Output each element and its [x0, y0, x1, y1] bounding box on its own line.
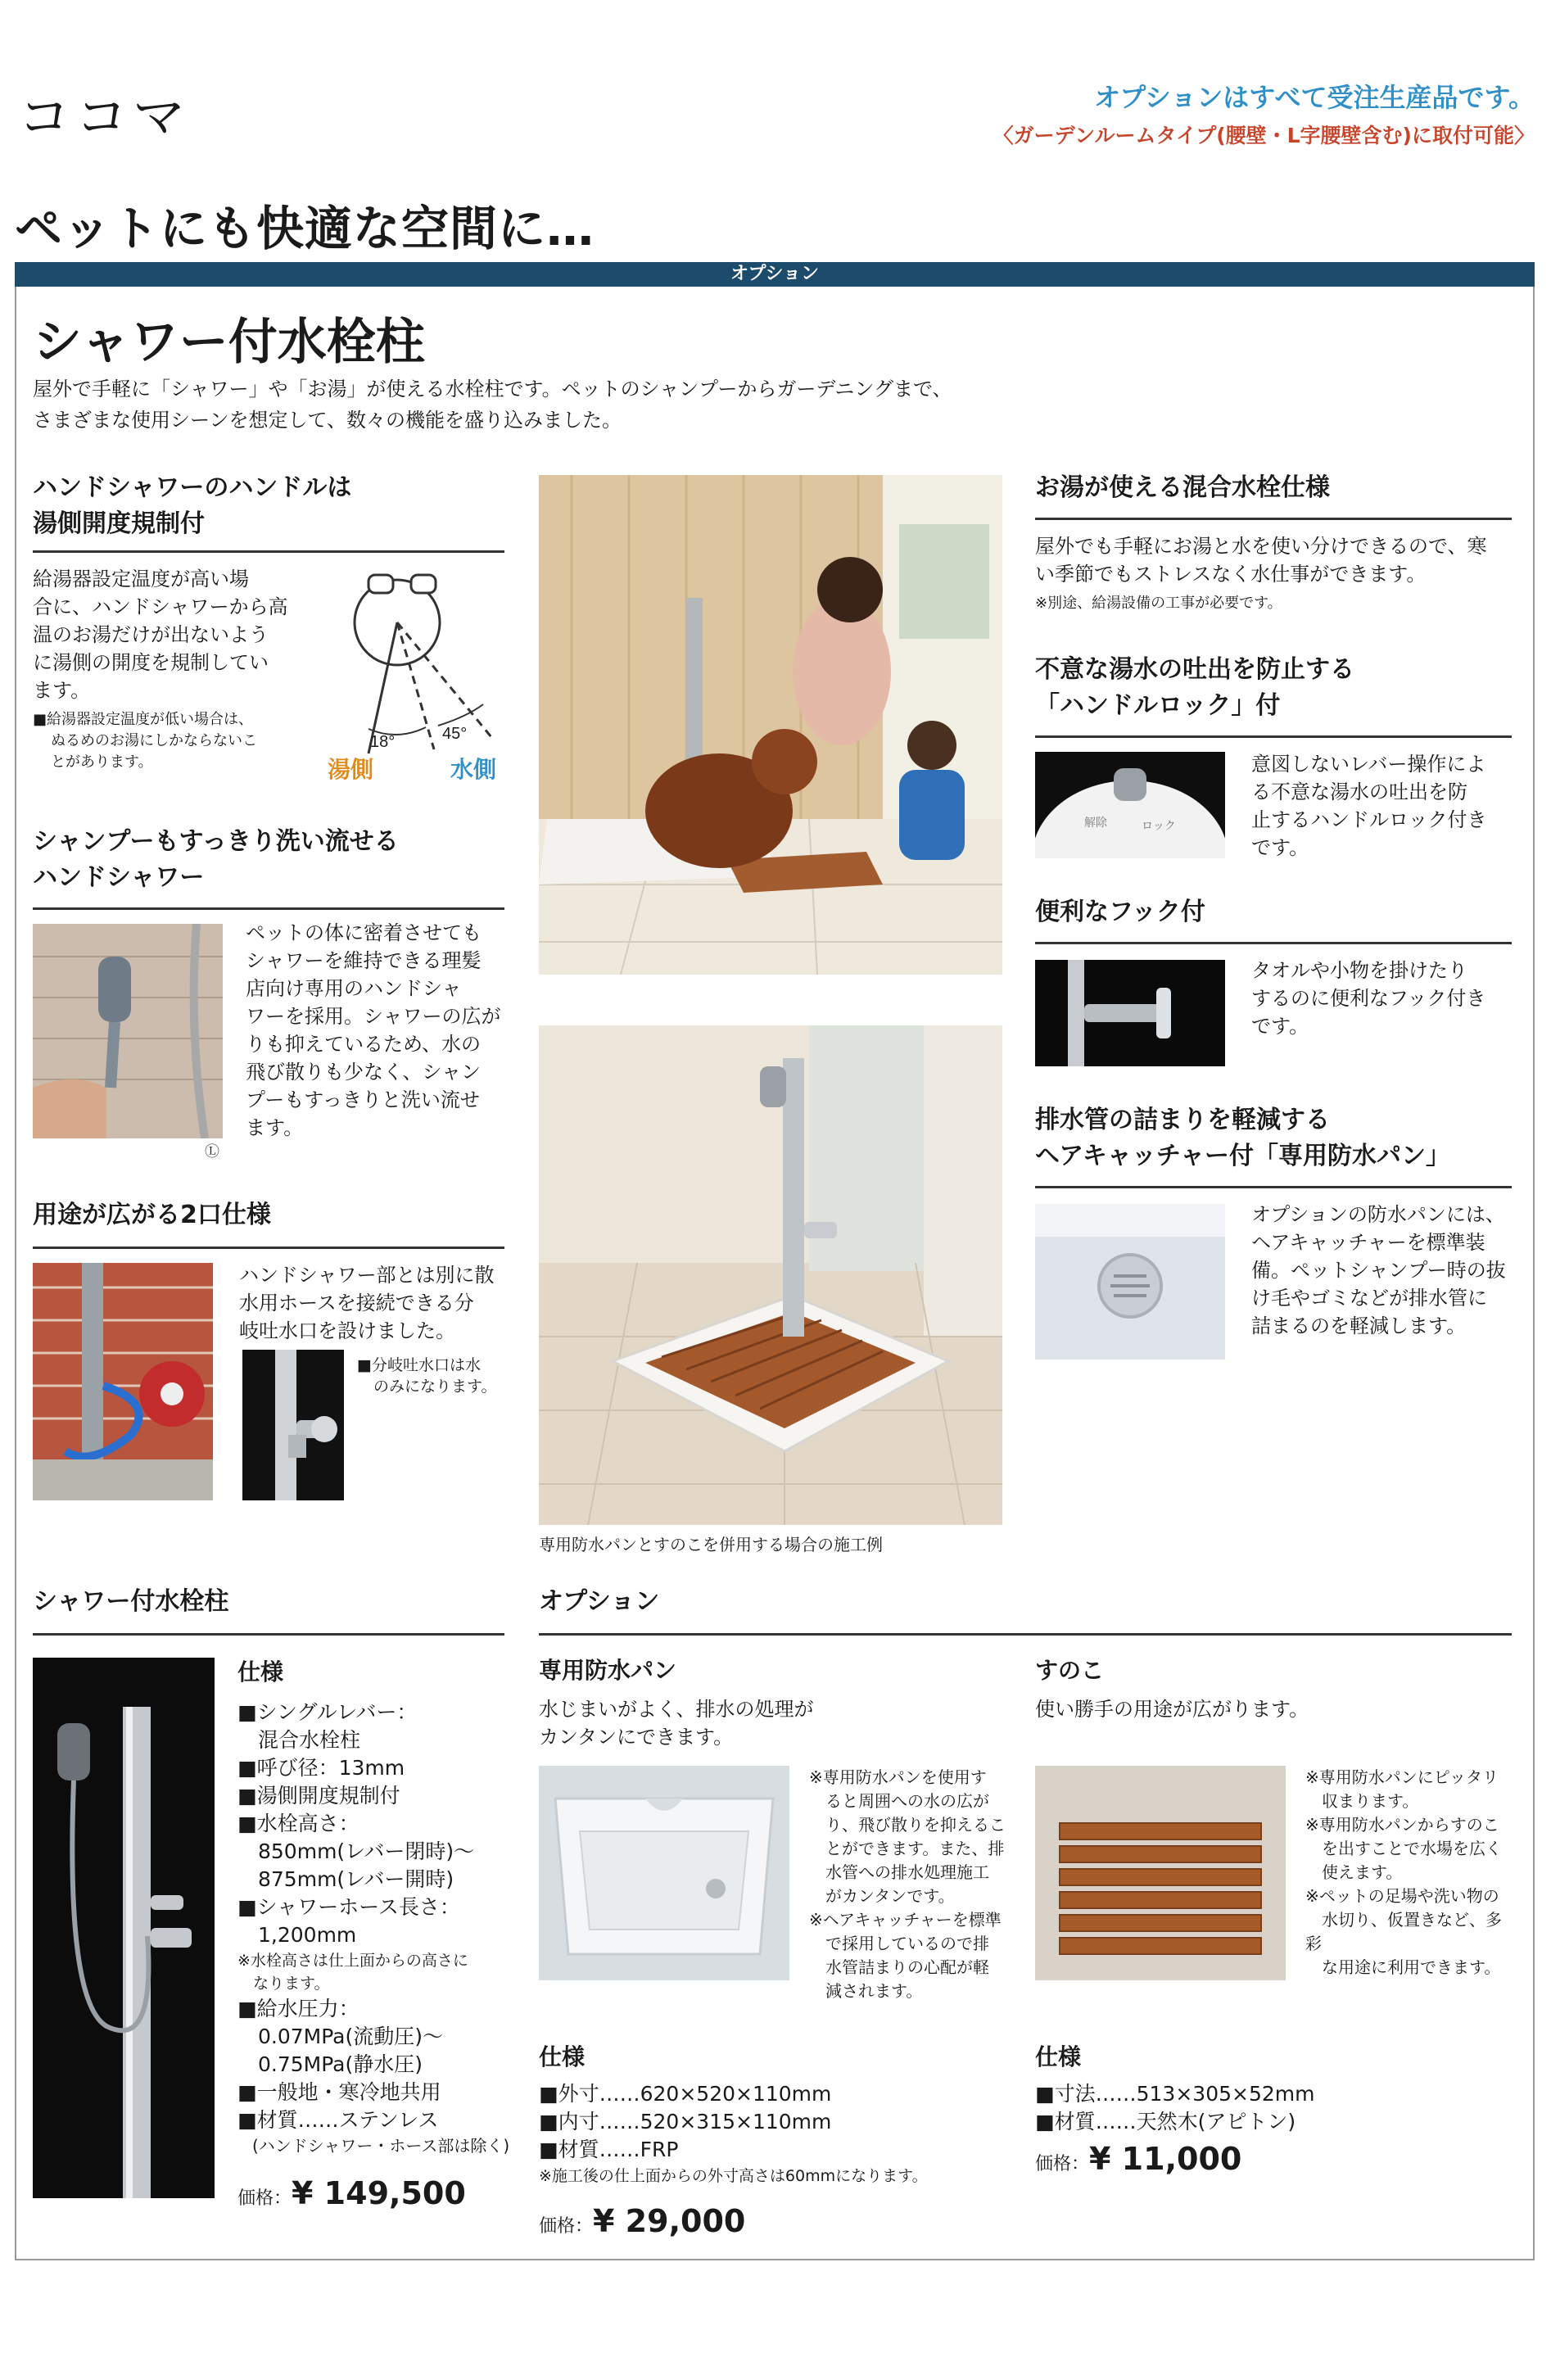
- lixil-badge: Ⓛ: [205, 1143, 219, 1161]
- twoport-feature-note: ■分岐吐水口は水 のみになります。: [357, 1356, 497, 1396]
- mixer-feature-title: お湯が使える混合水栓仕様: [1035, 473, 1330, 502]
- hook-feature-title: 便利なフック付: [1035, 898, 1205, 926]
- two-port-photo: [33, 1263, 213, 1500]
- sunoko-spec-list: ■寸法……513×305×52mm ■材質……天然木(アピトン): [1035, 2082, 1315, 2133]
- spec-main-heading: 仕様: [237, 1658, 284, 1685]
- made-to-order-note: オプションはすべて受注生産品です。: [1094, 82, 1535, 113]
- trap-feature-body: オプションの防水パンには、 ヘアキャッチャーを標準装 備。ペットシャンプー時の抜 け毛やゴミなどが排水管に 詰まるのを軽減します。: [1251, 1203, 1506, 1337]
- dog-washing-photo: [539, 475, 1002, 975]
- divider: [1035, 1186, 1512, 1188]
- shower-faucet-post-photo: [33, 1658, 215, 2198]
- divider: [33, 907, 504, 910]
- divider: [1035, 735, 1512, 738]
- sunoko-price: 価格：¥ 11,000: [1035, 2141, 1242, 2177]
- pan-price: 価格：¥ 29,000: [539, 2203, 746, 2239]
- mixer-feature-note: ※別途、給湯設備の工事が必要です。: [1035, 595, 1282, 612]
- handle-angle-diagram: [319, 565, 508, 786]
- divider: [1035, 942, 1512, 944]
- hook-feature-body: タオルや小物を掛けたり するのに便利なフック付き です。: [1251, 959, 1486, 1038]
- install-example-photo: [539, 1025, 1002, 1525]
- angle-hot-label: 18°: [370, 733, 396, 751]
- mixer-feature-body: 屋外でも手軽にお湯と水を使い分けできるので、寒 い季節でもストレスなく水仕事ができます。: [1035, 535, 1487, 586]
- option-band: オプション: [15, 262, 1535, 287]
- hair-catcher-photo: [1035, 1204, 1225, 1360]
- install-caption: 専用防水パンとすのこを併用する場合の施工例: [539, 1535, 883, 1554]
- lock-feature-title: 不意な湯水の吐出を防止する 「ハンドルロック」付: [1035, 655, 1354, 720]
- sunoko-photo: [1035, 1766, 1286, 1980]
- sunoko-desc: 使い勝手の用途が広がります。: [1035, 1698, 1309, 1721]
- trap-feature-title: 排水管の詰まりを軽減する ヘアキャッチャー付「専用防水パン」: [1035, 1106, 1450, 1170]
- hand-shower-photo: [33, 924, 223, 1138]
- handle-feature-body: 給湯器設定温度が高い場 合に、ハンドシャワーから高 温のお湯だけが出ないよう に湯側の開度を規制してい ます。: [33, 568, 288, 702]
- pan-desc: 水じまいがよく、排水の処理が カンタンにできます。: [539, 1698, 814, 1749]
- divider: [33, 550, 504, 553]
- divider: [1035, 518, 1512, 520]
- spec-main-price: 価格：¥ 149,500: [237, 2175, 466, 2211]
- cold-side-label: 水側: [450, 756, 497, 783]
- divider: [539, 1633, 1512, 1636]
- twoport-feature-body: ハンドシャワー部とは別に散 水用ホースを接続できる分 岐吐水口を設けました。: [239, 1264, 495, 1342]
- pan-spec-list: ■外寸……620×520×110mm ■内寸……520×315×110mm ■材質……FRP ※施工後の仕上面からの外寸高さは60mmになります。: [539, 2082, 928, 2185]
- lock-label: ロック: [1142, 820, 1176, 833]
- pan-name: 専用防水パン: [539, 1657, 677, 1684]
- spec-main-list: ■シングルレバー： 混合水栓柱 ■呼び径：13mm ■湯側開度規制付 ■水栓高さ： 850mm(レバー閉時)〜 875mm(レバー開時) ■シャワーホース長さ： 1,200mm ※水栓高さは仕上面からの高さに なります。 ■給水圧力： 0.07MPa(流動圧)〜 0.75MPa(静水圧) ■一般地・寒冷地共用 ■材質……ステンレス (ハンドシャワー・ホース部は除く): [237, 1700, 510, 2156]
- product-title: シャワー付水栓柱: [33, 314, 425, 371]
- options-section-title: オプション: [539, 1587, 660, 1616]
- twoport-feature-title: 用途が広がる2口仕様: [33, 1201, 271, 1229]
- handle-lock-photo: [1035, 752, 1225, 858]
- compatibility-note: 〈ガーデンルームタイプ(腰壁・L字腰壁含む)に取付可能〉: [993, 124, 1535, 147]
- pan-notes: ※専用防水パンを使用す ると周囲への水の広が り、飛び散りを抑えるこ とができます。また、排 水管への排水処理施工 がカンタンです。 ※ヘアキャッチャーを標準 で採用しているので排 水管詰まりの心配が軽 減されます。: [809, 1767, 1006, 2001]
- shower-feature-title: シャンプーもすっきり洗い流せる ハンドシャワー: [33, 827, 399, 892]
- sunoko-notes: ※専用防水パンにピッタリ 収まります。 ※専用防水パンからすのこ を出すことで水場を広く 使えます。 ※ペットの足場や洗い物の 水切り、仮置きなど、多彩 な用途に利用できます。: [1305, 1767, 1502, 1977]
- branch-spout-photo: [242, 1350, 344, 1500]
- unlock-label: 解除: [1084, 817, 1107, 830]
- handle-feature-note: ■給湯器設定温度が低い場合は、 ぬるめのお湯にしかならないこ とがあります。: [33, 711, 257, 771]
- brand-name: ココマ: [18, 88, 190, 148]
- waterproof-pan-photo: [539, 1766, 789, 1980]
- divider: [33, 1247, 504, 1249]
- sunoko-name: すのこ: [1035, 1657, 1105, 1684]
- hot-side-label: 湯側: [328, 756, 374, 783]
- lock-feature-body: 意図しないレバー操作によ る不意な湯水の吐出を防 止するハンドルロック付き です。: [1251, 753, 1487, 859]
- angle-cold-label: 45°: [442, 725, 468, 743]
- sunoko-spec-heading: 仕様: [1035, 2043, 1082, 2070]
- handle-feature-title: ハンドシャワーのハンドルは 湯側開度規制付: [33, 473, 352, 538]
- hook-photo: [1035, 960, 1225, 1066]
- divider: [33, 1633, 504, 1636]
- page-headline: ペットにも快適な空間に…: [15, 201, 595, 256]
- pan-spec-heading: 仕様: [539, 2043, 586, 2070]
- shower-feature-body: ペットの体に密着させても シャワーを維持できる理髪 店向け専用のハンドシャ ワーを採用。シャワーの広が りも抑えているため、水の 飛び散りも少なく、シャン プーもすっきりと洗い流せ ます。: [246, 921, 501, 1139]
- intro-text: 屋外で手軽に「シャワー」や「お湯」が使える水栓柱です。ペットのシャンプーからガーデニングまで、 さまざまな使用シーンを想定して、数々の機能を盛り込みました。: [33, 378, 952, 432]
- spec-section-title: シャワー付水栓柱: [33, 1587, 229, 1616]
